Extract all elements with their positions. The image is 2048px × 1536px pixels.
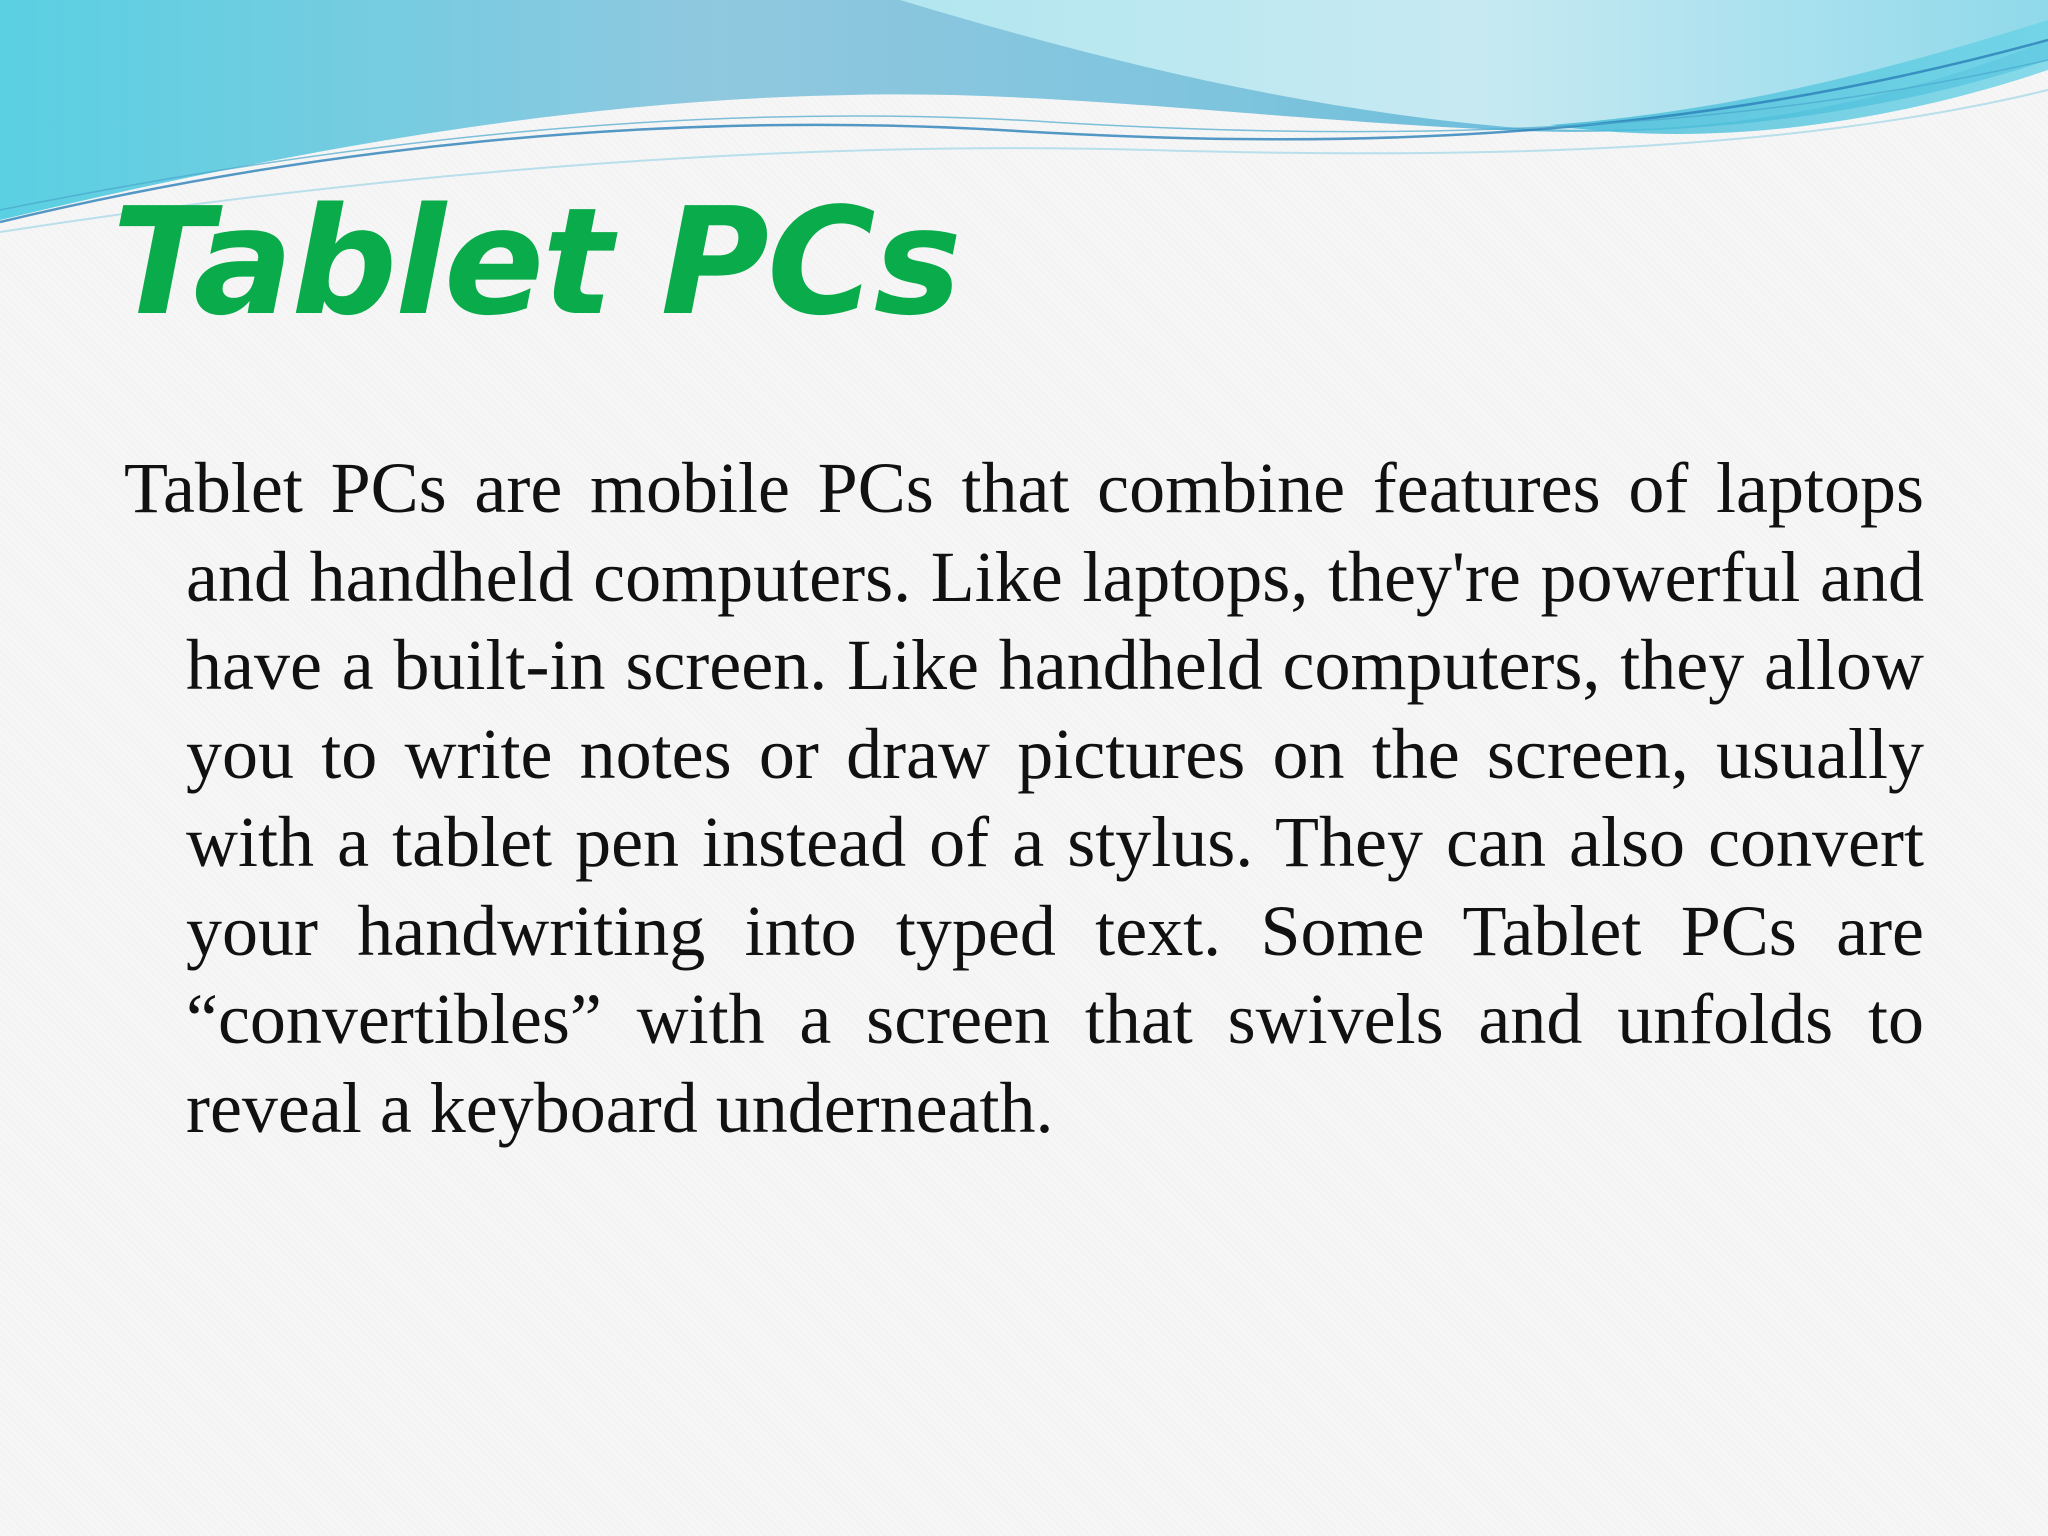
slide-title: Tablet PCs [112,176,960,348]
slide-body-text: Tablet PCs are mobile PCs that combine features of laptops and handheld computers. Like laptops, they're powerful and have a built-in screen. Like handheld computers, they allow you to write notes or draw pictures on the screen, usually with a tablet pen instead of a stylus. They can also convert your handwriting into typed text. Some Tablet PCs are “convertibles” with a screen that swivels and unfolds to reveal a keyboard underneath. [124,448,1924,1148]
